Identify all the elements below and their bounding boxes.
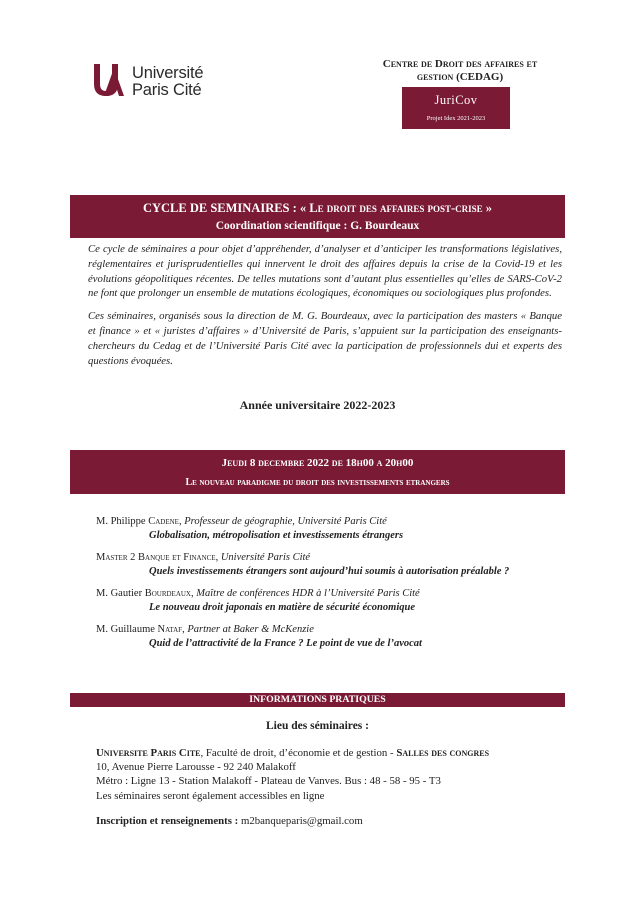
session-theme: Le nouveau paradigme du droit des investissements etrangers bbox=[185, 477, 450, 488]
juricov-subtitle: Projet Idex 2021-2023 bbox=[426, 115, 486, 122]
cycle-banner bbox=[70, 195, 565, 238]
university-emblem-icon bbox=[90, 62, 130, 102]
speaker-role: Université Paris Cité bbox=[220, 552, 311, 563]
speaker-sep: , bbox=[178, 516, 185, 527]
venue-online: Les séminaires seront également accessibles en ligne bbox=[96, 789, 325, 802]
speaker-role: Professeur de géographie, Université Paris Cité bbox=[184, 516, 387, 527]
logo-line-1: Université bbox=[132, 64, 204, 82]
speaker-entry bbox=[96, 515, 576, 543]
venue-title: Lieu des séminaires : bbox=[266, 720, 369, 732]
speaker-name: Bourdeaux bbox=[144, 588, 191, 599]
speaker-prefix: M. Philippe bbox=[96, 516, 149, 527]
speaker-entry bbox=[96, 623, 576, 651]
speaker-name: Nataf bbox=[157, 624, 183, 635]
speaker-sep: , bbox=[182, 624, 188, 635]
talk-title: Quels investissements étrangers sont aujourd’hui soumis à autorisation préalable ? bbox=[149, 566, 510, 577]
venue-transport: Métro : Ligne 13 - Station Malakoff - Plateau de Vanves. Bus : 48 - 58 - 95 - T3 bbox=[96, 775, 441, 788]
registration bbox=[96, 815, 566, 827]
speakers-list bbox=[96, 515, 576, 659]
speaker-name: Master 2 Banque et Finance bbox=[96, 552, 216, 563]
speaker-entry bbox=[96, 587, 576, 615]
cedag-heading bbox=[360, 58, 560, 84]
intro-text bbox=[88, 242, 562, 376]
speaker-role: Maître de conférences HDR à l’Université Paris Cité bbox=[196, 588, 420, 599]
logo-line-2: Paris Cité bbox=[132, 81, 202, 99]
session-banner bbox=[70, 450, 565, 494]
registration-label: Inscription et renseignements : bbox=[96, 815, 239, 827]
venue-faculty: , Faculté de droit, d’économie et de gestion - bbox=[200, 747, 397, 759]
talk-title: Globalisation, métropolisation et investissements étrangers bbox=[149, 530, 404, 541]
juricov-badge bbox=[402, 87, 510, 129]
venue-university: Universite Paris Cite bbox=[96, 747, 201, 759]
cedag-line-2: gestion (CEDAG) bbox=[416, 71, 504, 83]
speaker-sep: , bbox=[215, 552, 221, 563]
talk-title: Quid de l’attractivité de la France ? Le point de vue de l’avocat bbox=[149, 638, 422, 649]
session-date: Jeudi 8 decembre 2022 de 18h00 a 20h00 bbox=[221, 457, 414, 469]
registration-email[interactable]: m2banqueparis@gmail.com bbox=[238, 815, 363, 827]
speaker-entry bbox=[96, 551, 576, 579]
venue-details bbox=[96, 746, 566, 803]
venue-address: 10, Avenue Pierre Larousse - 92 240 Malakoff bbox=[96, 761, 296, 774]
cycle-title: CYCLE DE SEMINAIRES : « Le droit des affaires post-crise » bbox=[142, 201, 493, 215]
intro-paragraph-2: Ces séminaires, organisés sous la direction de M. G. Bourdeaux, avec la participation des masters « Banque et finance » et « juristes d’affaires » d’Université de Paris, s’appuient sur la participation des enseignants-chercheurs du Cedag et de l’Université Paris Cité avec la participation de professionnels dui et experts des questions évoquées. bbox=[88, 310, 562, 367]
speaker-prefix: M. Gautier bbox=[96, 588, 145, 599]
university-logo bbox=[90, 62, 230, 102]
juricov-title: JuriCov bbox=[434, 93, 478, 107]
speaker-role: Partner at Baker & McKenzie bbox=[187, 624, 314, 635]
speaker-name: Cadene bbox=[148, 516, 179, 527]
intro-paragraph-1: Ce cycle de séminaires a pour objet d’appréhender, d’analyser et d’anticiper les transformations législatives, réglementaires et jurisprudentielles qui innervent le droit des affaires depuis la crise de la Covid-19 et les évolutions géopolitiques récentes. De telles mutations sont d’autant plus essentielles qu’elles de SARS-CoV-2 ne font que prolonger un ensemble de mutations écologiques, économiques ou sociologiques plus profondes. bbox=[88, 243, 562, 300]
infos-banner: INFORMATIONS PRATIQUES bbox=[70, 693, 565, 707]
venue-room: Salles des congres bbox=[396, 747, 490, 759]
coordination: Coordination scientifique : G. Bourdeaux bbox=[215, 220, 420, 232]
academic-year: Année universitaire 2022-2023 bbox=[239, 398, 396, 412]
talk-title: Le nouveau droit japonais en matière de sécurité économique bbox=[149, 602, 415, 613]
cedag-line-1: Centre de Droit des affaires et bbox=[382, 58, 538, 70]
speaker-prefix: M. Guillaume bbox=[96, 624, 158, 635]
speaker-sep: , bbox=[190, 588, 197, 599]
